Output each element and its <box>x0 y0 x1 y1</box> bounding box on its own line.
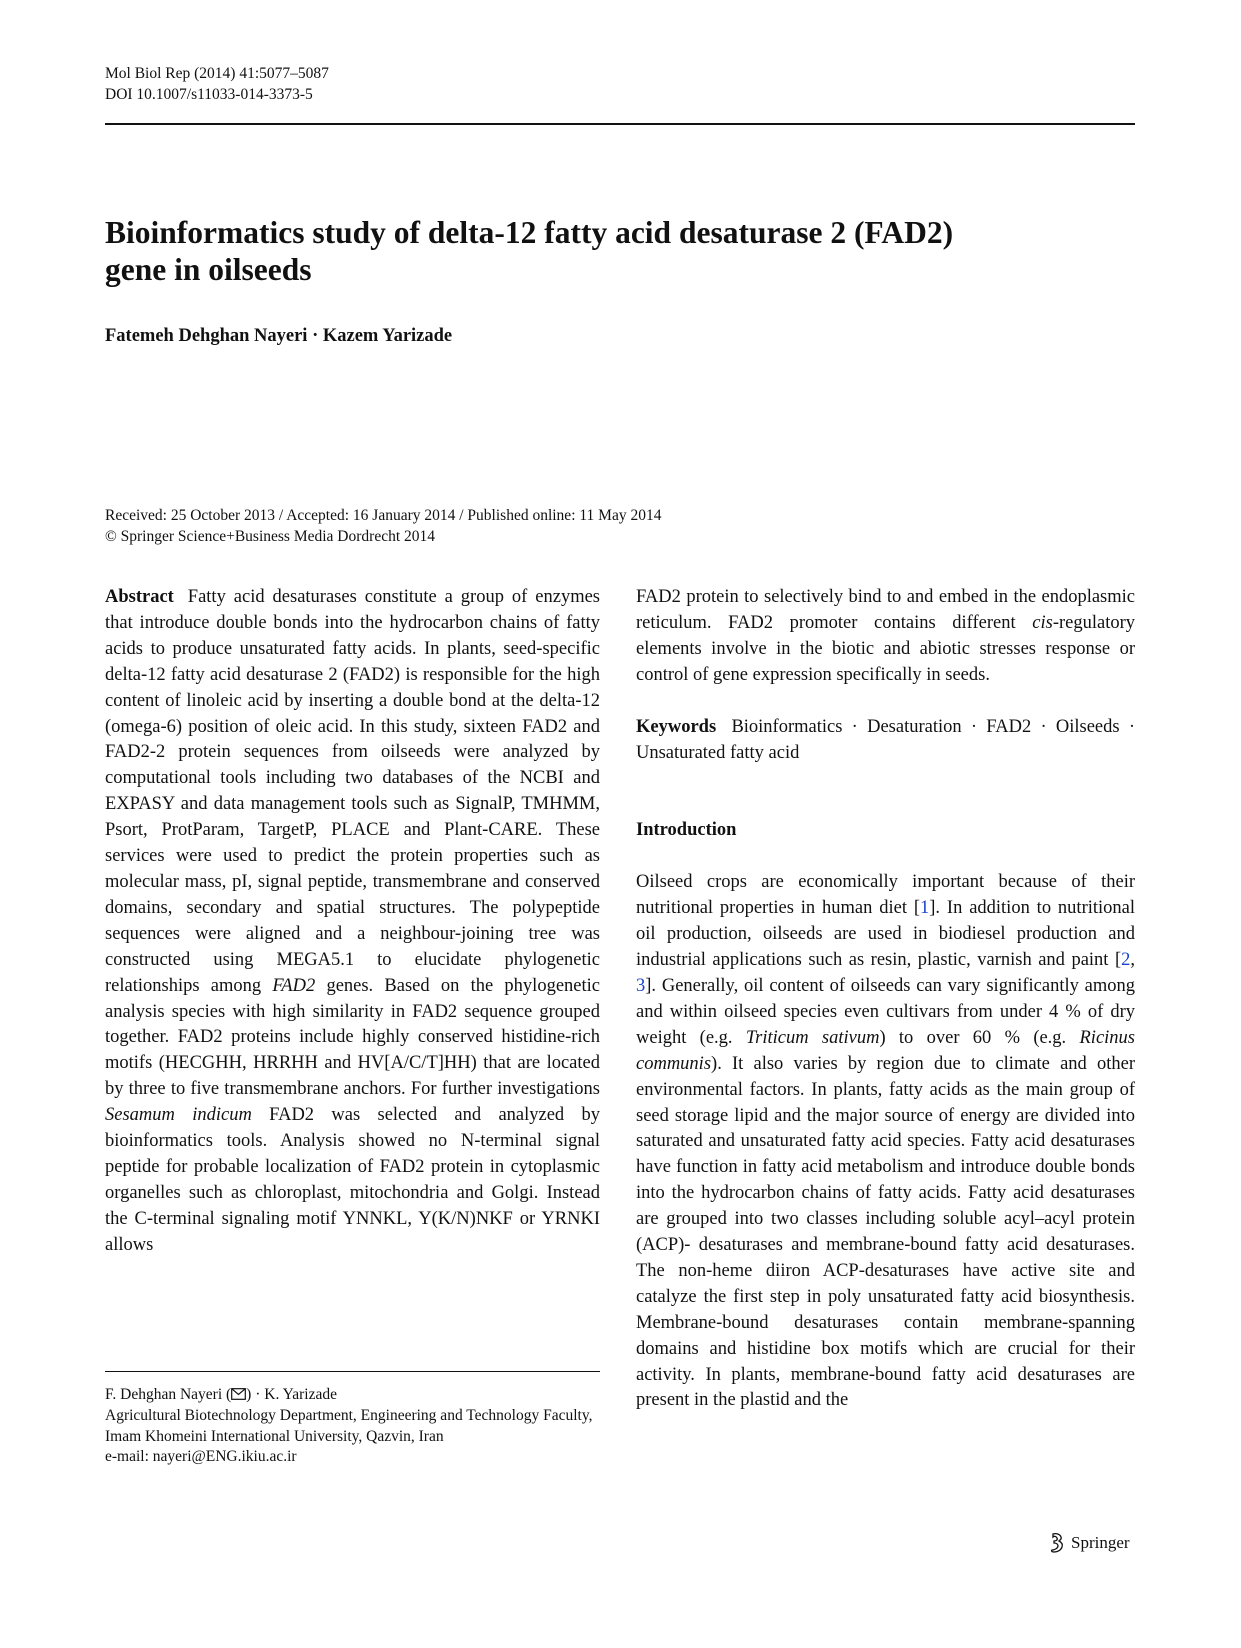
abstract-italic-gene: FAD2 <box>272 975 316 996</box>
abstract-text-3: FAD2 was selected and analyzed by bioinformatics tools. Analysis showed no N-terminal signal peptide for probable localization of FAD2 protein in cytoplasmic organelles such as chloroplast, mitochondria and Golgi. Instead the C-terminal signaling motif YNNKL, Y(K/N)NKF or YRNKI allows <box>105 1105 601 1255</box>
springer-logo <box>1047 1532 1130 1554</box>
intro-italic-triticum: Triticum sativum <box>745 1027 880 1048</box>
keywords-label: Keywords <box>636 716 717 737</box>
footnote-affiliation: Agricultural Biotechnology Department, Engineering and Technology Faculty, Imam Khomeini International University, Qazvin, Iran <box>105 1406 593 1445</box>
title-line-2: gene in oilseeds <box>105 252 312 287</box>
abstract-cont-text-2: -regulatory elements involve in the biotic and abiotic stresses response or control of gene expression specifically in seeds. <box>636 612 1136 685</box>
header-rule <box>105 123 1135 125</box>
citation-link-3[interactable]: 3 <box>636 975 646 996</box>
intro-text-2: ]. In addition to nutritional oil production, oilseeds are used in biodiesel production and industrial applications such as resin, plastic, varnish and paint [ <box>636 898 1136 971</box>
abstract-column <box>105 585 600 1259</box>
intro-text-3: , <box>1130 950 1135 971</box>
title-line-1: Bioinformatics study of delta-12 fatty acid desaturase 2 (FAD2) <box>105 215 954 250</box>
abstract-label: Abstract <box>105 587 174 607</box>
introduction-paragraph <box>636 870 1135 1414</box>
abstract-cont-text-1: FAD2 protein to selectively bind to and embed in the endoplasmic reticulum. FAD2 promoter contains different <box>636 587 1135 633</box>
author-footnote <box>105 1385 600 1468</box>
footnote-email: e-mail: nayeri@ENG.ikiu.ac.ir <box>105 1448 297 1466</box>
journal-citation: Mol Biol Rep (2014) 41:5077–5087 <box>105 65 329 82</box>
citation-link-1[interactable]: 1 <box>920 898 930 919</box>
abstract <box>105 585 600 1259</box>
footnote-authors <box>105 1385 600 1406</box>
copyright: © Springer Science+Business Media Dordrecht 2014 <box>105 528 436 545</box>
intro-text-6: ). It also varies by region due to climate and other environmental factors. In plants, fatty acids as the main group of seed storage lipid and the major source of energy are divided into saturated and unsaturated fatty acid species. Fatty acid desaturases have function in fatty acid metabolism and introduce double bonds into the hydrocarbon chains of fatty acids. Fatty acid desaturases are grouped into two classes including soluble acyl–acyl protein (ACP)- desaturases and membrane-bound fatty acid desaturases. The non-heme diiron ACP-desaturases have active site and catalyze the first step in poly unsaturated fatty acid biosynthesis. Membrane-bound desaturases contain membrane-spanning domains and histidine box motifs which are crucial for their activity. In plants, membrane-bound fatty acid desaturases are present in the plastid and the <box>636 1053 1135 1411</box>
footnote-author-2: ) · K. Yarizade <box>246 1386 337 1403</box>
springer-horse-icon <box>1047 1532 1067 1554</box>
footnote-rule <box>105 1371 600 1372</box>
intro-text-5: ) to over 60 % (e.g. <box>879 1027 1067 1048</box>
abstract-text-1: Fatty acid desaturases constitute a group of enzymes that introduce double bonds into the hydrocarbon chains of fatty acids to produce unsaturated fatty acids. In plants, seed-specific delta-12 fatty acid desaturase 2 (FAD2) is responsible for the high content of linoleic acid by inserting a double bond at the delta-12 (omega-6) position of oleic acid. In this study, sixteen FAD2 and FAD2-2 protein sequences from oilseeds were analyzed by computational tools including two databases of the NCBI and EXPASY and data management tools such as SignalP, TMHMM, Psort, ProtParam, TargetP, PLACE and Plant-CARE. These services were used to predict the protein properties such as molecular mass, pI, signal peptide, transmembrane and conserved domains, secondary and spatial structures. The polypeptide sequences were aligned and a neighbour-joining tree was constructed using MEGA5.1 to elucidate phylogenetic relationships among <box>105 587 600 996</box>
envelope-icon <box>231 1388 246 1400</box>
abstract-continued <box>636 585 1135 689</box>
footnote-author-1: F. Dehghan Nayeri ( <box>105 1386 232 1403</box>
keywords <box>636 715 1135 767</box>
abstract-text-2: genes. Based on the phylogenetic analysis species with high similarity in FAD2 sequence grouped together. FAD2 proteins include highly conserved histidine-rich motifs (HECGHH, HRRHH and HV[A/C/T]HH) that are located by three to five transmembrane anchors. For further investigations <box>105 975 600 1100</box>
publisher-name: Springer <box>1071 1533 1130 1552</box>
intro-text-4: ]. Generally, oil content of oilseeds can vary significantly among and within oilseed species even cultivars from under 4 % of dry weight (e.g. <box>636 975 1135 1048</box>
doi: DOI 10.1007/s11033-014-3373-5 <box>105 86 313 103</box>
keywords-list: Bioinformatics · Desaturation · FAD2 · Oilseeds · Unsaturated fatty acid <box>636 716 1136 763</box>
paper-title <box>105 214 1105 288</box>
journal-header <box>105 63 329 105</box>
citation-link-2[interactable]: 2 <box>1121 950 1131 971</box>
right-column <box>636 585 1135 1414</box>
intro-text-1: Oilseed crops are economically important because of their nutritional properties in human diet [ <box>636 872 1135 919</box>
abstract-italic-species: Sesamum indicum <box>105 1105 252 1126</box>
author-list: Fatemeh Dehghan Nayeri · Kazem Yarizade <box>105 326 453 346</box>
publication-dates <box>105 505 661 547</box>
abstract-cont-italic: cis <box>1032 612 1053 633</box>
intro-italic-ricinus: Ricinus communis <box>636 1027 1135 1074</box>
history-dates: Received: 25 October 2013 / Accepted: 16 January 2014 / Published online: 11 May 2014 <box>105 507 662 524</box>
introduction-heading: Introduction <box>636 820 737 841</box>
